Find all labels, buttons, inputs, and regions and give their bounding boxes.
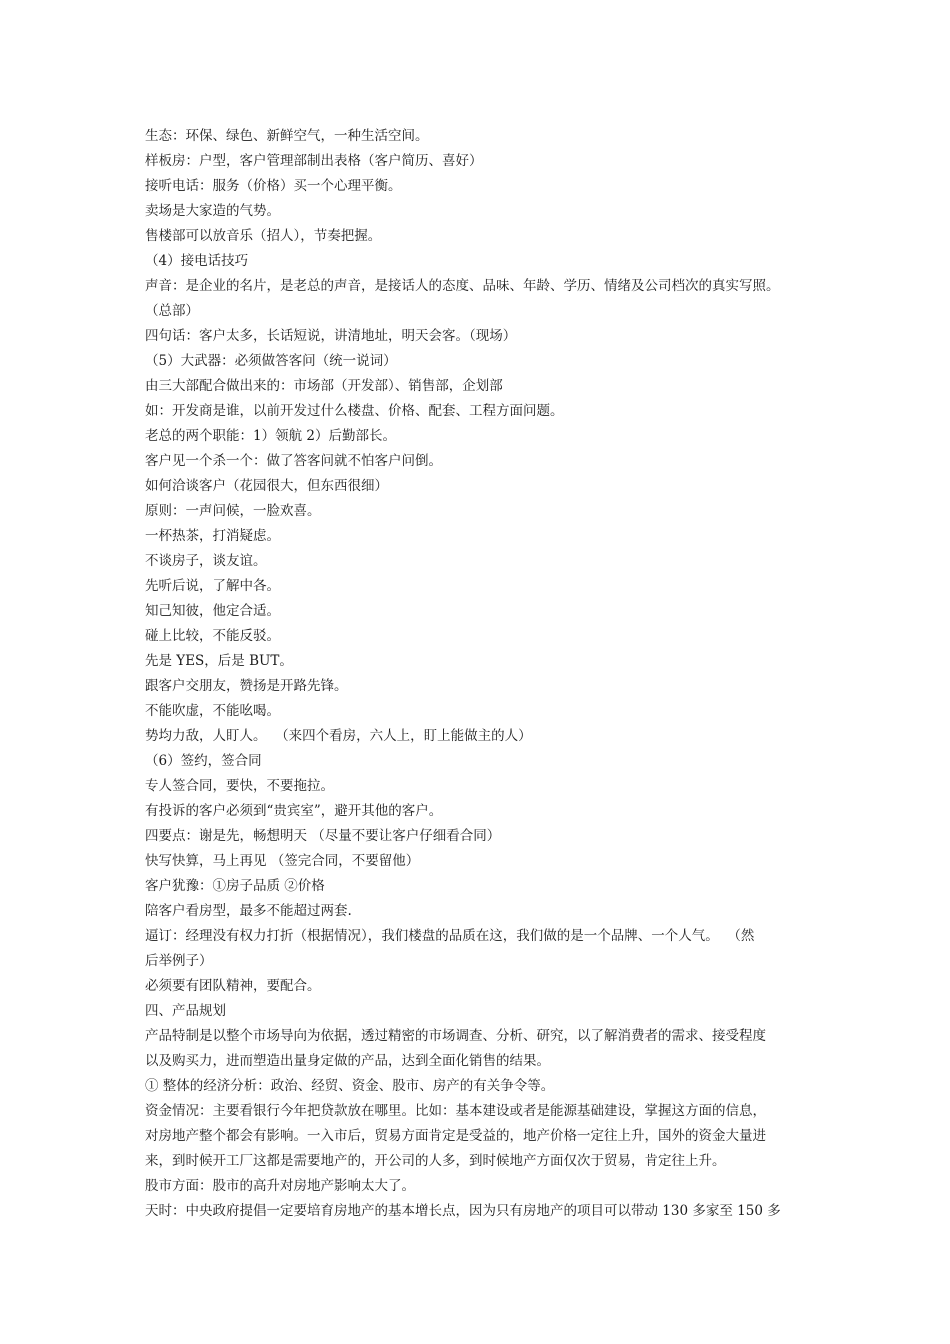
text-line: ① 整体的经济分析：政治、经贸、资金、股市、房产的有关争令等。 [145, 1078, 555, 1094]
text-line: 一杯热茶，打消疑虑。 [145, 528, 280, 544]
text-line: 客户见一个杀一个：做了答客问就不怕客户问倒。 [145, 453, 442, 469]
text-line: 不谈房子，谈友谊。 [145, 553, 267, 569]
text-line: 如何洽谈客户（花园很大，但东西很细） [145, 478, 388, 494]
text-line: 跟客户交朋友，赞扬是开路先锋。 [145, 678, 348, 694]
text-line: 逼订：经理没有权力打折（根据情况），我们楼盘的品质在这，我们做的是一个品牌、一个人气。 （然 [145, 928, 755, 944]
text-line: 碰上比较，不能反驳。 [145, 628, 280, 644]
text-line: 如：开发商是谁，以前开发过什么楼盘、价格、配套、工程方面问题。 [145, 403, 564, 419]
text-line: 以及购买力，进而塑造出量身定做的产品，达到全面化销售的结果。 [145, 1053, 550, 1069]
text-line: 声音：是企业的名片，是老总的声音，是接话人的态度、品味、年龄、学历、情绪及公司档次的真实写照。 [145, 278, 780, 294]
text-line: 售楼部可以放音乐（招人），节奏把握。 [145, 228, 382, 244]
text-line: 专人签合同，要快，不要拖拉。 [145, 778, 334, 794]
text-line: 接听电话：服务（价格）买一个心理平衡。 [145, 178, 402, 194]
text-line: （5）大武器：必须做答客问（统一说词） [145, 353, 397, 369]
text-line: 四、产品规划 [145, 1003, 226, 1019]
text-line: （6）签约，签合同 [145, 753, 262, 769]
text-line: 四要点：谢是先，畅想明天 （尽量不要让客户仔细看合同） [145, 828, 501, 844]
text-line: 产品特制是以整个市场导向为依据，透过精密的市场调查、分析、研究，以了解消费者的需求、接受程度 [145, 1028, 766, 1044]
text-line: （4）接电话技巧 [145, 253, 249, 269]
text-line: 不能吹虚，不能吆喝。 [145, 703, 280, 719]
text-line: 客户犹豫：①房子品质 ②价格 [145, 878, 325, 894]
text-line: 股市方面：股市的高升对房地产影响太大了。 [145, 1178, 415, 1194]
text-line: 知己知彼，他定合适。 [145, 603, 280, 619]
text-line: （总部） [145, 303, 199, 319]
text-line: 势均力敌，人盯人。 （来四个看房，六人上，盯上能做主的人） [145, 728, 532, 744]
text-line: 后举例子） [145, 953, 213, 969]
text-line: 样板房：户型，客户管理部制出表格（客户简历、喜好） [145, 153, 483, 169]
text-line: 原则：一声问候，一脸欢喜。 [145, 503, 321, 519]
text-line: 必须要有团队精神，要配合。 [145, 978, 321, 994]
text-line: 由三大部配合做出来的：市场部（开发部）、销售部，企划部 [145, 378, 503, 394]
text-line: 四句话：客户太多，长话短说，讲清地址，明天会客。（现场） [145, 328, 517, 344]
text-line: 老总的两个职能：1）领航 2）后勤部长。 [145, 428, 396, 444]
document-body [145, 124, 810, 1224]
text-line: 先是 YES，后是 BUT。 [145, 653, 293, 669]
text-line: 有投诉的客户必须到“贵宾室”，避开其他的客户。 [145, 803, 443, 819]
text-line: 先听后说，了解中各。 [145, 578, 280, 594]
text-line: 来，到时候开工厂这都是需要地产的，开公司的人多，到时候地产方面仅次于贸易，肯定往上升。 [145, 1153, 726, 1169]
text-line: 陪客户看房型，最多不能超过两套. [145, 903, 352, 919]
text-line: 对房地产整个都会有影响。一入市后，贸易方面肯定是受益的，地产价格一定往上升，国外的资金大量进 [145, 1128, 766, 1144]
text-line: 生态：环保、绿色、新鲜空气，一种生活空间。 [145, 128, 429, 144]
text-line: 快写快算，马上再见 （签完合同，不要留他） [145, 853, 420, 869]
text-line: 天时：中央政府提倡一定要培育房地产的基本增长点，因为只有房地产的项目可以带动 130 多家至 150 多 [145, 1203, 781, 1219]
text-line: 卖场是大家造的气势。 [145, 203, 280, 219]
text-line: 资金情况：主要看银行今年把贷款放在哪里。比如：基本建设或者是能源基础建设，掌握这方面的信息， [145, 1103, 766, 1119]
